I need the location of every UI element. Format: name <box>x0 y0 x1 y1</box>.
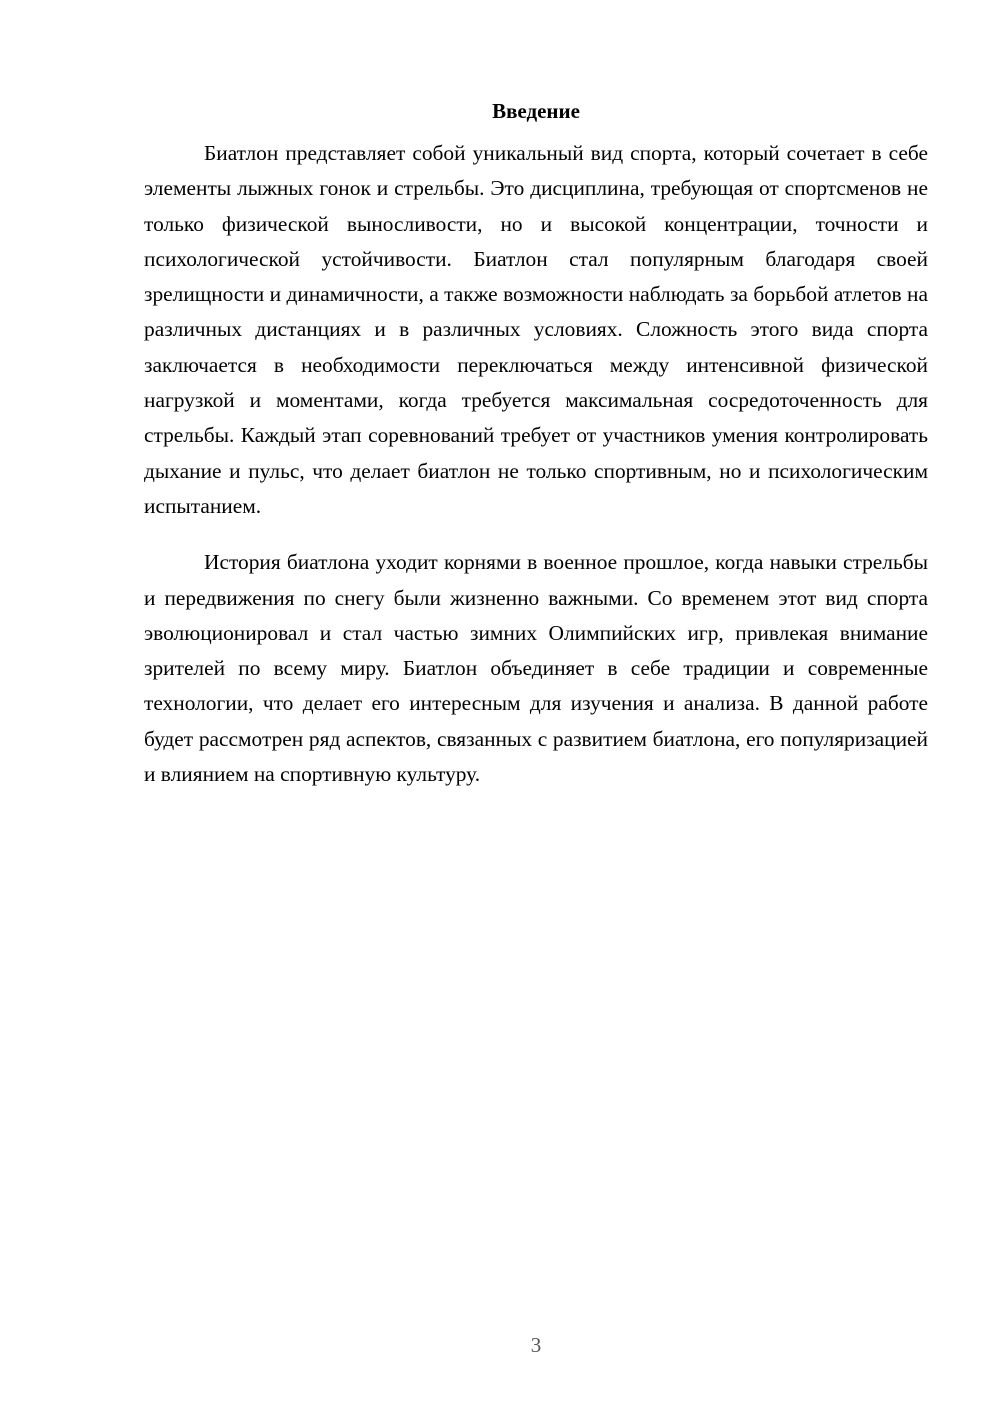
document-body <box>144 96 928 792</box>
paragraph-1: Биатлон представляет собой уникальный вид спорта, который сочетает в себе элементы лыжных гонок и стрельбы. Это дисциплина, требующая от спортсменов не только физической выносливости, но и высокой концентрации, точности и психологической устойчивости. Биатлон стал популярным благодаря своей зрелищности и динамичности, а также возможности наблюдать за борьбой атлетов на различных дистанциях и в различных условиях. Сложность этого вида спорта заключается в необходимости переключаться между интенсивной физической нагрузкой и моментами, когда требуется максимальная сосредоточенность для стрельбы. Каждый этап соревнований требует от участников умения контролировать дыхание и пульс, что делает биатлон не только спортивным, но и психологическим испытанием. <box>144 141 928 518</box>
paragraph-2: История биатлона уходит корнями в военное прошлое, когда навыки стрельбы и передвижения по снегу были жизненно важными. Со временем этот вид спорта эволюционировал и стал частью зимних Олимпийских игр, привлекая внимание зрителей по всему миру. Биатлон объединяет в себе традиции и современные технологии, что делает его интересным для изучения и анализа. В данной работе будет рассмотрен ряд аспектов, связанных с развитием биатлона, его популяризацией и влиянием на спортивную культуру. <box>144 550 928 787</box>
page-number: 3 <box>530 1333 542 1357</box>
section-heading: Введение <box>492 99 580 123</box>
